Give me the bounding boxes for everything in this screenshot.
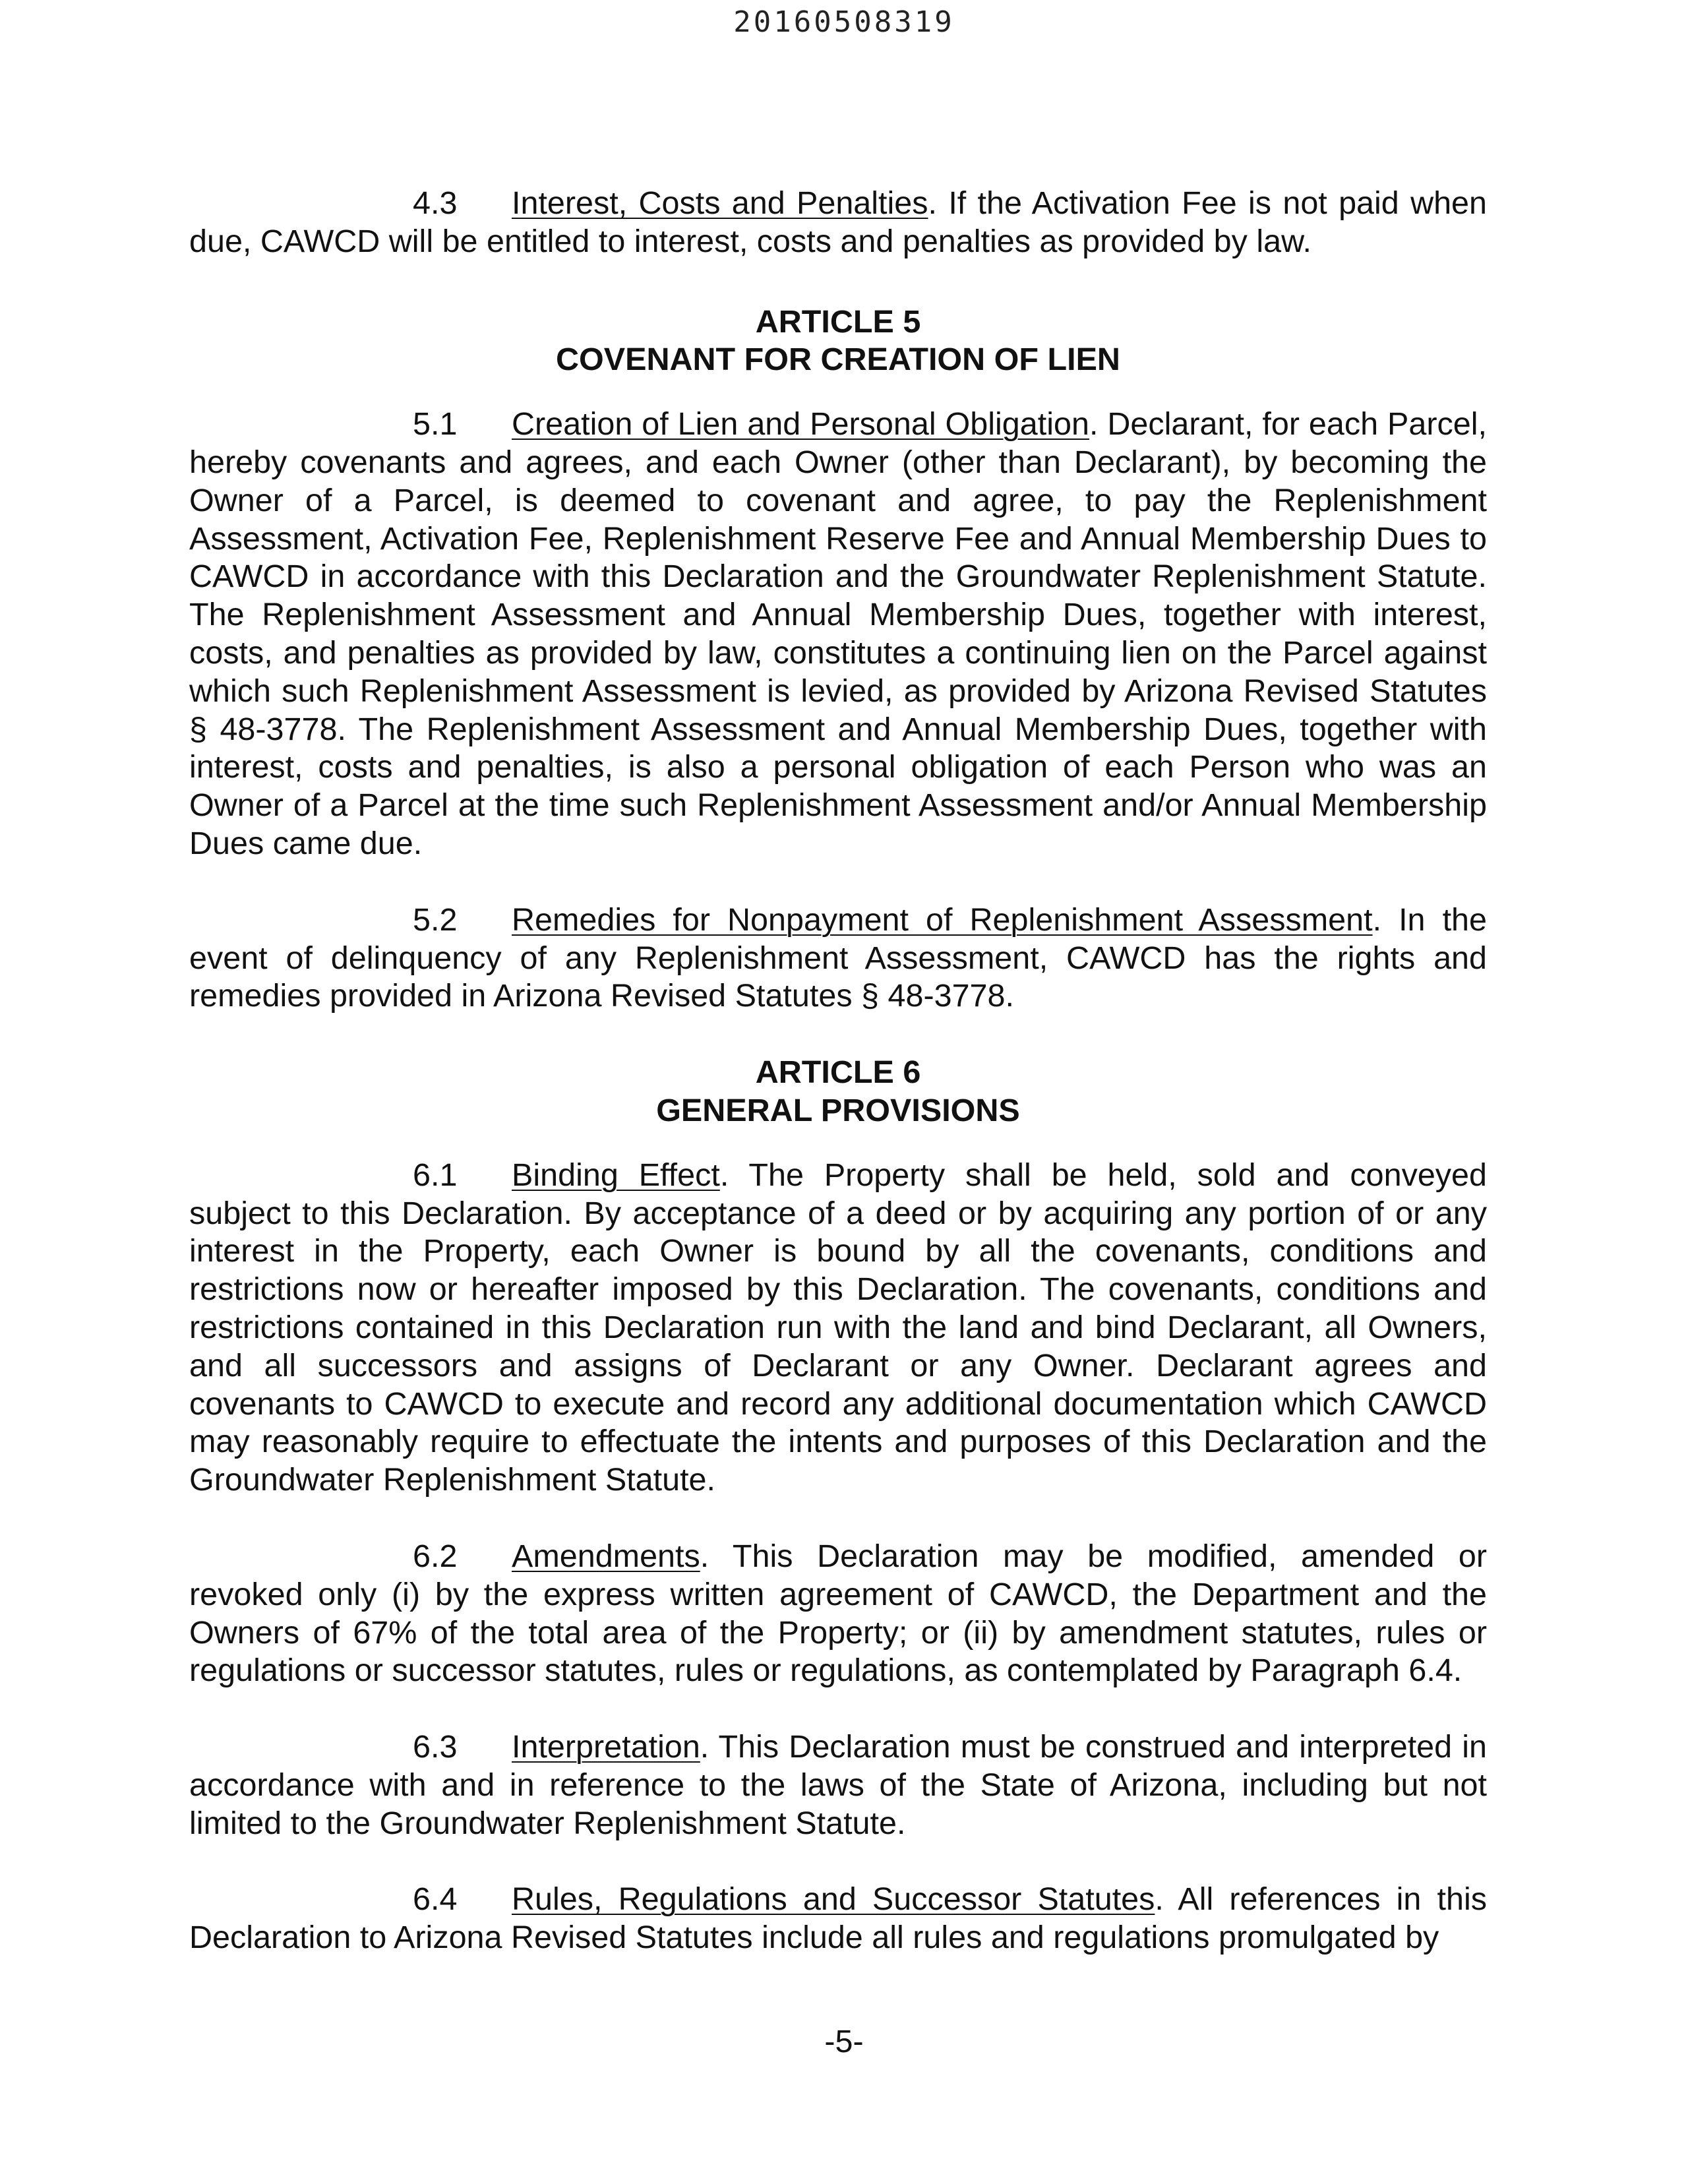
article-5-heading: ARTICLE 5	[755, 303, 921, 340]
section-number: 5.2	[413, 901, 458, 938]
section-5-2: 5.2 Remedies for Nonpayment of Replenishment Assessment. In the event of delinquency of any Replenishment Assessment, CAWCD has the rights and remedies provided in Arizona Revised Statutes § 48-3778.	[189, 901, 1487, 1014]
article-6-heading: ARTICLE 6	[755, 1054, 921, 1091]
section-text: This Declaration may be modified, amended or revoked only (i) by the express written agreement of CAWCD, the Department and the Owners of 67% of the total area of the Property; or (ii) by amendment statutes, rules or regulations or successor statutes, rules or regulations, as contemplated by Paragraph 6.4.	[189, 1538, 1487, 1689]
section-6-2: 6.2 Amendments. This Declaration may be modified, amended or revoked only (i) by the express written agreement of CAWCD, the Department and the Owners of 67% of the total area of the Property; or (ii) by amendment statutes, rules or regulations or successor statutes, rules or regulations, as contemplated by Paragraph 6.4.	[189, 1538, 1487, 1689]
document-body	[189, 185, 1487, 1957]
section-text: The Property shall be held, sold and conveyed subject to this Declaration. By acceptance of a deed or by acquiring any portion of or any interest in the Property, each Owner is bound by all the covenants, conditions and restrictions now or hereafter imposed by this Declaration. The covenants, conditions and restrictions contained in this Declaration run with the land and bind Declarant, all Owners, and all successors and assigns of Declarant or any Owner. Declarant agrees and covenants to CAWCD to execute and record any additional documentation which CAWCD may reasonably require to effectuate the intents and purposes of this Declaration and the Groundwater Replenishment Statute.	[189, 1157, 1487, 1498]
section-text: All references in this Declaration to Arizona Revised Statutes include all rules and regulations promulgated by	[189, 1881, 1487, 1956]
section-text: If the Activation Fee is not paid when due, CAWCD will be entitled to interest, costs and penalties as provided by law.	[189, 185, 1488, 259]
section-6-4: 6.4 Rules, Regulations and Successor Statutes. All references in this Declaration to Arizona Revised Statutes include all rules and regulations promulgated by	[189, 1881, 1487, 1956]
section-6-1: 6.1 Binding Effect. The Property shall be held, sold and conveyed subject to this Declaration. By acceptance of a deed or by acquiring any portion of or any interest in the Property, each Owner is bound by all the covenants, conditions and restrictions now or hereafter imposed by this Declaration. The covenants, conditions and restrictions contained in this Declaration run with the land and bind Declarant, all Owners, and all successors and assigns of Declarant or any Owner. Declarant agrees and covenants to CAWCD to execute and record any additional documentation which CAWCD may reasonably require to effectuate the intents and purposes of this Declaration and the Groundwater Replenishment Statute.	[189, 1157, 1487, 1498]
section-5-1: 5.1 Creation of Lien and Personal Obligation. Declarant, for each Parcel, hereby covenants and agrees, and each Owner (other than Declarant), by becoming the Owner of a Parcel, is deemed to covenant and agree, to pay the Replenishment Assessment, Activation Fee, Replenishment Reserve Fee and Annual Membership Dues to CAWCD in accordance with this Declaration and the Groundwater Replenishment Statute. The Replenishment Assessment and Annual Membership Dues, together with interest, costs, and penalties as provided by law, constitutes a continuing lien on the Parcel against which such Replenishment Assessment is levied, as provided by Arizona Revised Statutes § 48-3778. The Replenishment Assessment and Annual Membership Dues, together with interest, costs and penalties, is also a personal obligation of each Person who was an Owner of a Parcel at the time such Replenishment Assessment and/or Annual Membership Dues came due.	[189, 406, 1488, 861]
section-text: Declarant, for each Parcel, hereby covenants and agrees, and each Owner (other than Declarant), by becoming the Owner of a Parcel, is deemed to covenant and agree, to pay the Replenishment Assessment, Activation Fee, Replenishment Reserve Fee and Annual Membership Dues to CAWCD in accordance with this Declaration and the Groundwater Replenishment Statute. The Replenishment Assessment and Annual Membership Dues, together with interest, costs, and penalties as provided by law, constitutes a continuing lien on the Parcel against which such Replenishment Assessment is levied, as provided by Arizona Revised Statutes § 48-3778. The Replenishment Assessment and Annual Membership Dues, together with interest, costs and penalties, is also a personal obligation of each Person who was an Owner of a Parcel at the time such Replenishment Assessment and/or Annual Membership Dues came due.	[189, 406, 1488, 861]
page-number: -5-	[824, 2024, 864, 2059]
recording-number: 20160508319	[733, 5, 955, 39]
section-number: 6.2	[413, 1538, 458, 1574]
section-number: 6.1	[413, 1157, 458, 1193]
section-title: Interest, Costs and Penalties	[512, 185, 928, 221]
section-number: 5.1	[413, 406, 458, 442]
section-title: Binding Effect	[512, 1157, 720, 1193]
section-4-3: 4.3 Interest, Costs and Penalties. If the Activation Fee is not paid when due, CAWCD will be entitled to interest, costs and penalties as provided by law.	[189, 185, 1488, 259]
section-text: This Declaration must be construed and interpreted in accordance with and in reference to the laws of the State of Arizona, including but not limited to the Groundwater Replenishment Statute.	[189, 1729, 1487, 1841]
section-title: Rules, Regulations and Successor Statutes	[512, 1881, 1155, 1918]
section-text: In the event of delinquency of any Replenishment Assessment, CAWCD has the rights and remedies provided in Arizona Revised Statutes § 48-3778.	[189, 901, 1487, 1014]
section-title: Remedies for Nonpayment of Replenishment Assessment	[512, 901, 1373, 938]
section-title: Interpretation	[512, 1729, 700, 1765]
section-number: 6.3	[413, 1729, 458, 1765]
section-6-3: 6.3 Interpretation. This Declaration must be construed and interpreted in accordance with and in reference to the laws of the State of Arizona, including but not limited to the Groundwater Replenishment Statute.	[189, 1729, 1487, 1841]
article-5-subheading: COVENANT FOR CREATION OF LIEN	[556, 342, 1120, 378]
section-title: Amendments	[512, 1538, 700, 1574]
section-title: Creation of Lien and Personal Obligation	[512, 406, 1089, 442]
section-number: 4.3	[413, 185, 458, 221]
article-6-subheading: GENERAL PROVISIONS	[656, 1092, 1020, 1128]
section-number: 6.4	[413, 1881, 458, 1918]
